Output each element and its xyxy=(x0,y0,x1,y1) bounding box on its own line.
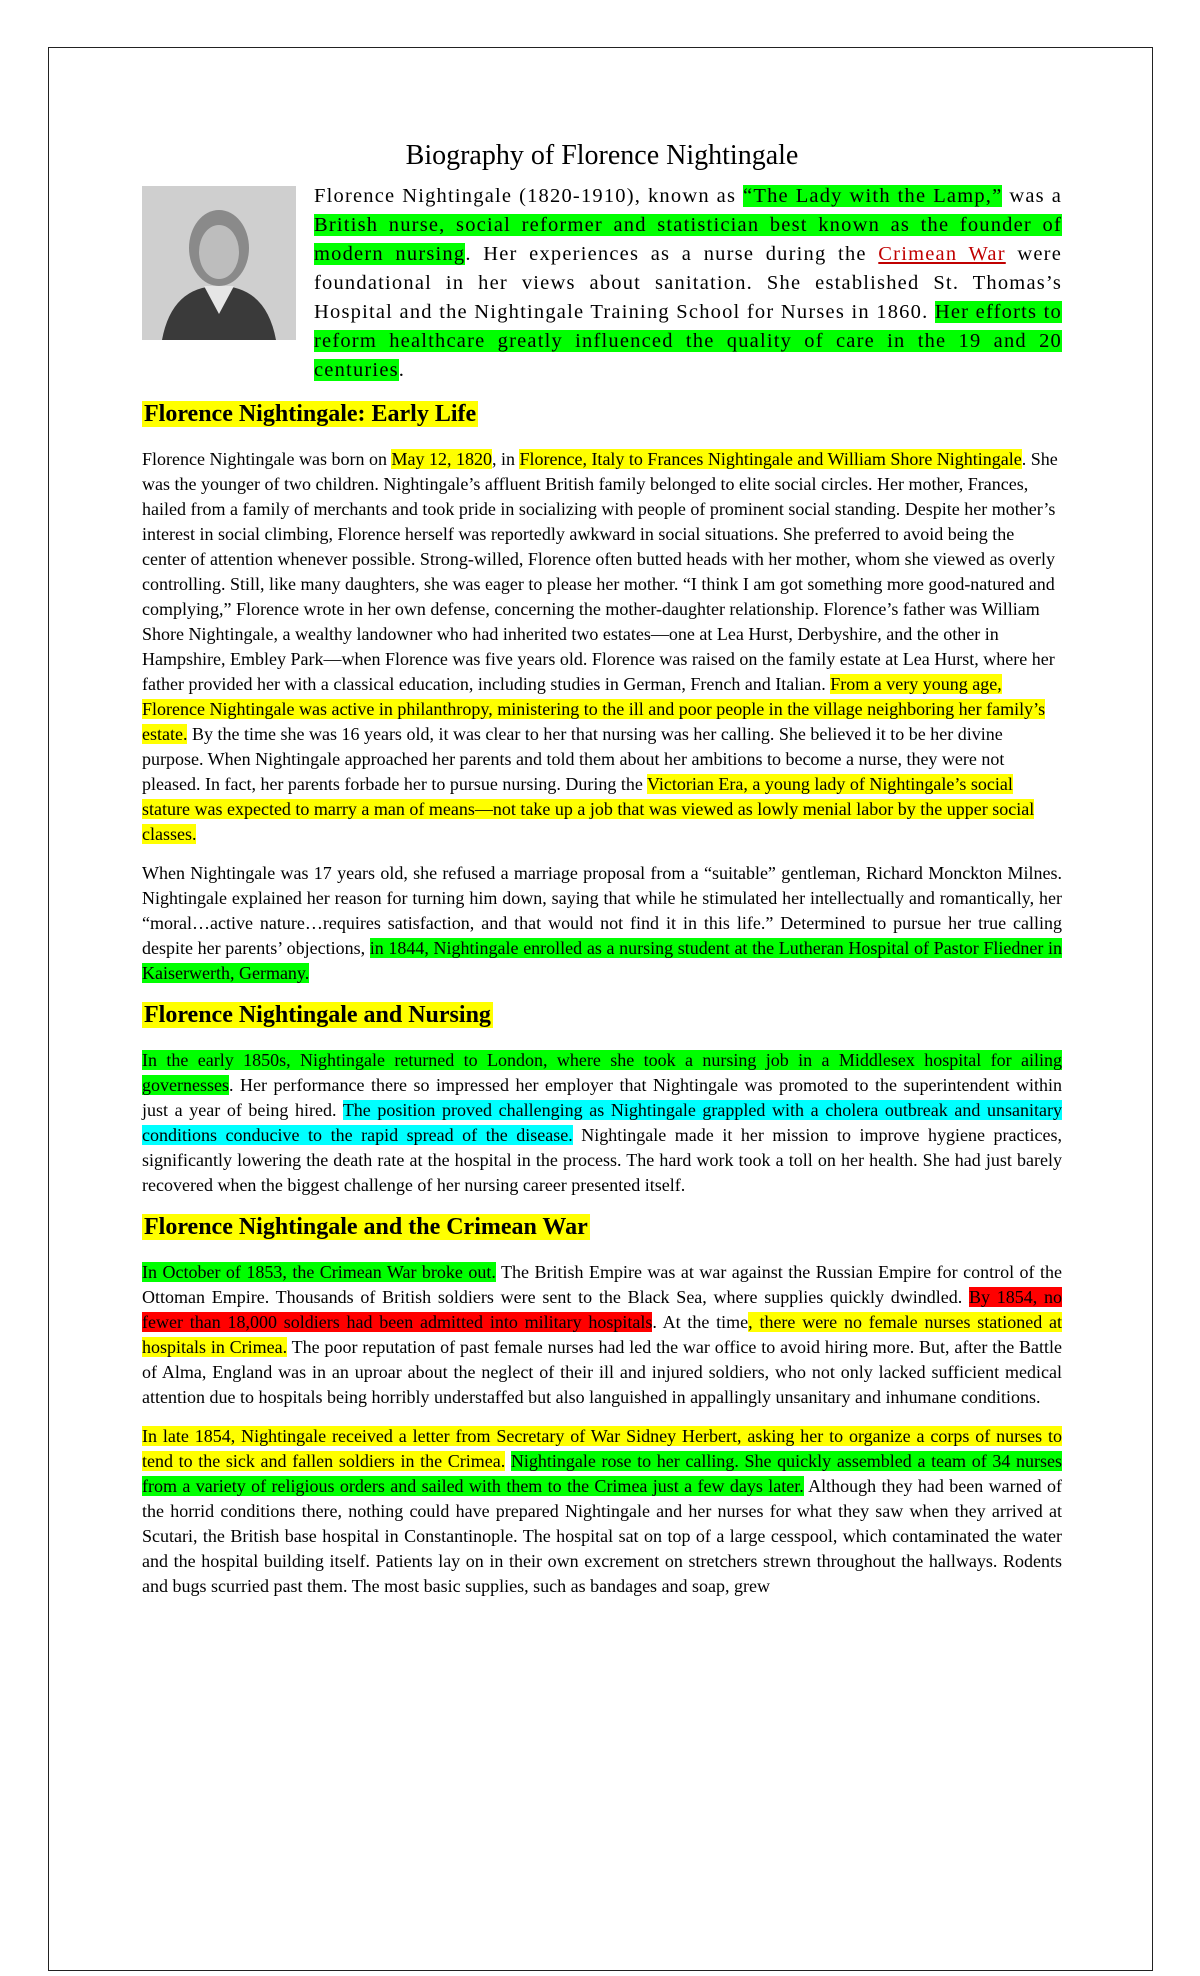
highlighted-text: “The Lady with the Lamp,” xyxy=(743,185,1003,207)
body-paragraph xyxy=(142,447,1062,847)
highlighted-text: Victorian Era, a young lady of Nightingale’s social stature was expected to marry a man of means—not take up a job that was viewed as lowly menial labor by the upper social classes. xyxy=(142,774,1035,844)
highlighted-text: Her efforts to reform healthcare greatly influenced the quality of care in the 19 and 20 centuries xyxy=(314,301,1063,381)
text-run: Nightingale made it her mission to improve hygiene practices, significantly lowering the death rate at the hospital in the process. The hard work took a toll on her health. She had just barely recovered when the biggest challenge of her nursing career presented itself. xyxy=(142,1125,1062,1195)
section-heading-text: Florence Nightingale: Early Life xyxy=(144,401,477,427)
text-run: When Nightingale was 17 years old, she refused a marriage proposal from a “suitable” gentleman, Richard Monckton Milnes. Nightingale explained her reason for turning him down, saying that while he stimulated her intellectually and romantically, her “moral…active nature…requires satisfaction, and that would not find it in this life.” Determined to pursue her true calling despite her parents’ objections, xyxy=(142,863,1062,958)
text-run: were foundational in her views about sanitation. She established St. Thomas’s Hospital and the Nightingale Training School for Nurses in 1860. xyxy=(314,243,1062,323)
text-run: Florence Nightingale (1820-1910), known as xyxy=(314,185,744,207)
section-heading xyxy=(142,399,1062,429)
highlighted-text: in 1844, Nightingale enrolled as a nursing student at the Lutheran Hospital of Pastor Fliedner in Kaiserwerth, Germany. xyxy=(142,938,1062,983)
highlighted-text: The position proved challenging as Nightingale grappled with a cholera outbreak and unsanitary conditions conducive to the rapid spread of the disease. xyxy=(142,1100,1062,1145)
body-paragraph xyxy=(142,1048,1062,1198)
body-paragraph xyxy=(142,861,1062,986)
section xyxy=(142,1000,1062,1198)
text-run: . At the time xyxy=(652,1312,749,1332)
text-run: . She was the younger of two children. Nightingale’s affluent British family belonged to elite social circles. Her mother, Frances, hailed from a family of merchants and took pride in socializing with people of prominent social standing. Despite her mother’s interest in social climbing, Florence herself was reportedly awkward in social situations. She preferred to avoid being the center of attention whenever possible. Strong-willed, Florence often butted heads with her mother, whom she viewed as overly controlling. Still, like many daughters, she was eager to please her mother. “I think I am got something more good-natured and complying,” Florence wrote in her own defense, concerning the mother-daughter relationship. Florence’s father was William Shore Nightingale, a wealthy landowner who had inherited two estates—one at Lea Hurst, Derbyshire, and the other in Hampshire, Embley Park—when Florence was five years old. Florence was raised on the family estate at Lea Hurst, where her father provided her with a classical education, including studies in German, French and Italian. xyxy=(142,449,1058,694)
section xyxy=(142,399,1062,986)
text-run: was a xyxy=(1002,185,1062,207)
text-run: . Her performance there so impressed her employer that Nightingale was promoted to the superintendent within just a year of being hired. xyxy=(142,1075,1062,1120)
section-heading xyxy=(142,1000,1062,1030)
section xyxy=(142,1212,1062,1599)
highlighted-text: In October of 1853, the Crimean War broke out. xyxy=(142,1262,496,1282)
document-page xyxy=(142,140,1062,1613)
section-heading-text: Florence Nightingale and the Crimean War xyxy=(144,1214,588,1240)
highlighted-text: Nightingale rose to her calling. She quickly assembled a team of 34 nurses from a variety of religious orders and sailed with them to the Crimea just a few days later. xyxy=(142,1451,1062,1496)
highlighted-text: In late 1854, Nightingale received a letter from Secretary of War Sidney Herbert, asking her to organize a corps of nurses to tend to the sick and fallen soldiers in the Crimea. xyxy=(142,1426,1062,1471)
sections-container xyxy=(142,399,1062,1599)
intro-paragraph xyxy=(314,182,1062,385)
text-run: By the time she was 16 years old, it was clear to her that nursing was her calling. She believed it to be her divine purpose. When Nightingale approached her parents and told them about her ambitions to become a nurse, they were not pleased. In fact, her parents forbade her to pursue nursing. During the xyxy=(142,724,1005,794)
text-run: The British Empire was at war against the Russian Empire for control of the Ottoman Empire. Thousands of British soldiers were sent to the Black Sea, where supplies quickly dwindled. xyxy=(142,1262,1062,1307)
text-run: , in xyxy=(491,449,520,469)
highlighted-text: From a very young age, Florence Nightingale was active in philanthropy, ministering to the ill and poor people in the village neighboring her family’s estate. xyxy=(142,674,1046,744)
body-paragraph xyxy=(142,1424,1062,1599)
section-heading xyxy=(142,1212,1062,1242)
document-title: Biography of Florence Nightingale xyxy=(405,140,799,171)
highlighted-text: Florence, Italy to Frances Nightingale and William Shore Nightingale xyxy=(519,449,1022,469)
text-run: Although they had been warned of the horrid conditions there, nothing could have prepared Nightingale and her nurses for what they saw when they arrived at Scutari, the British base hospital in Constantinople. The hospital sat on top of a large cesspool, which contaminated the water and the hospital building itself. Patients lay on in their own excrement on stretchers strewn throughout the hallways. Rodents and bugs scurried past them. The most basic supplies, such as bandages and soap, grew xyxy=(142,1476,1062,1596)
crimean-war-link[interactable]: Crimean War xyxy=(878,243,1006,265)
body-paragraph xyxy=(142,1260,1062,1410)
portrait-photo-icon xyxy=(142,186,296,340)
section-heading-text: Florence Nightingale and Nursing xyxy=(144,1002,491,1028)
intro-block xyxy=(142,182,1062,385)
highlighted-text: In the early 1850s, Nightingale returned to London, where she took a nursing job in a Middlesex hospital for ailing governesses xyxy=(142,1050,1062,1095)
highlighted-text: May 12, 1820 xyxy=(391,449,492,469)
text-run: Florence Nightingale was born on xyxy=(142,449,392,469)
highlighted-text: British nurse, social reformer and statistician best known as the founder of modern nursing xyxy=(314,214,1062,265)
highlighted-text: , there were no female nurses stationed at hospitals in Crimea. xyxy=(142,1312,1062,1357)
text-run: The poor reputation of past female nurses had led the war office to avoid hiring more. But, after the Battle of Alma, England was in an uproar about the neglect of their ill and injured soldiers, who not only lacked sufficient medical attention due to hospitals being horribly understaffed but also languished in appallingly unsanitary and inhumane conditions. xyxy=(142,1337,1063,1407)
text-run: . Her experiences as a nurse during the xyxy=(465,243,879,265)
highlighted-text: By 1854, no fewer than 18,000 soldiers had been admitted into military hospitals xyxy=(142,1287,1062,1332)
text-run: . xyxy=(398,359,406,381)
